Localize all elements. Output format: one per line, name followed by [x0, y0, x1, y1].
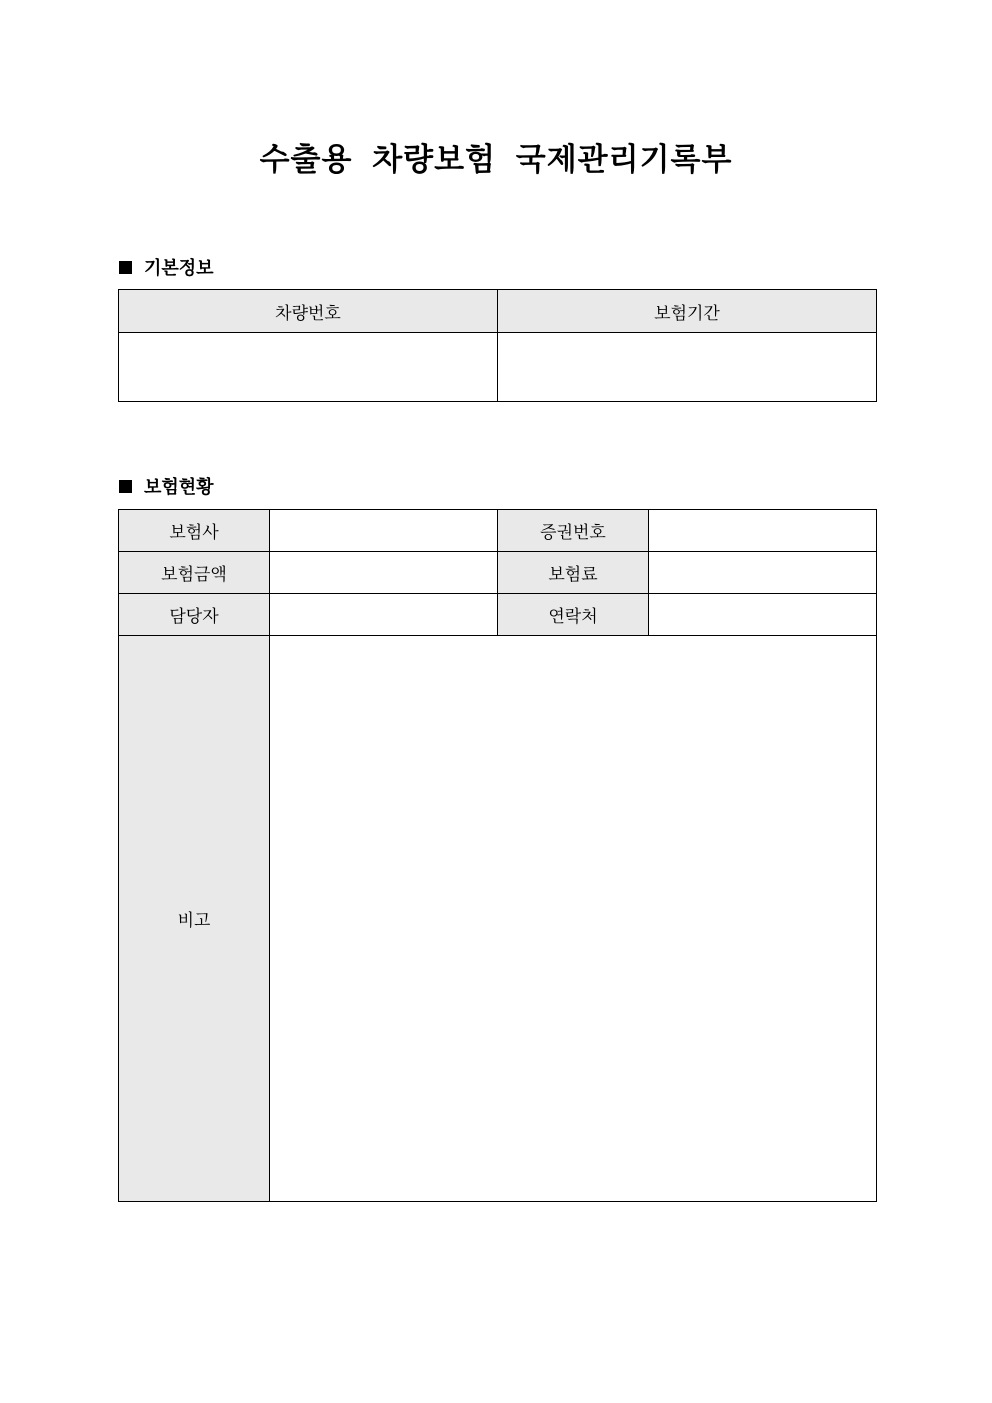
table-row — [119, 594, 877, 636]
square-bullet-icon — [119, 261, 132, 274]
section-heading-label: 기본정보 — [144, 258, 214, 279]
section-heading-basic-info — [119, 254, 214, 280]
column-header-vehicle-number: 차량번호 — [119, 290, 498, 333]
policy-number-field[interactable] — [649, 510, 877, 552]
manager-field[interactable] — [270, 594, 498, 636]
column-header-insurance-period: 보험기간 — [498, 290, 877, 333]
insured-amount-field[interactable] — [270, 552, 498, 594]
insurance-period-field[interactable] — [498, 333, 877, 402]
section-heading-label: 보험현황 — [144, 477, 214, 498]
page-title: 수출용 차량보험 국제관리기록부 — [259, 142, 733, 178]
label-contact: 연락처 — [498, 594, 649, 636]
square-bullet-icon — [119, 480, 132, 493]
contact-field[interactable] — [649, 594, 877, 636]
label-manager: 담당자 — [119, 594, 270, 636]
label-remarks: 비고 — [119, 636, 270, 1202]
insurance-status-table — [118, 509, 877, 1202]
label-premium: 보험료 — [498, 552, 649, 594]
vehicle-number-field[interactable] — [119, 333, 498, 402]
table-row — [119, 552, 877, 594]
basic-info-table — [118, 289, 877, 402]
premium-field[interactable] — [649, 552, 877, 594]
label-policy-number: 증권번호 — [498, 510, 649, 552]
insurer-field[interactable] — [270, 510, 498, 552]
table-row — [119, 510, 877, 552]
label-insured-amount: 보험금액 — [119, 552, 270, 594]
section-heading-insurance-status — [119, 473, 214, 499]
label-insurer: 보험사 — [119, 510, 270, 552]
table-row — [119, 636, 877, 1202]
remarks-field[interactable] — [270, 636, 877, 1202]
